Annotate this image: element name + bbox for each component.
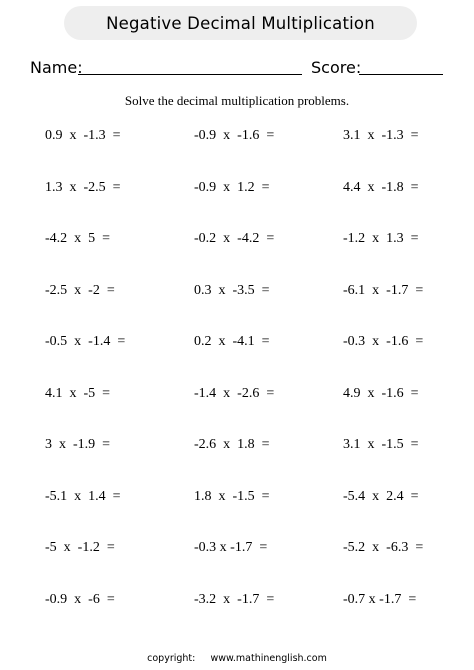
score-blank-line	[359, 74, 443, 75]
problem: -5 x -1.2 =	[45, 540, 115, 555]
problem: -0.2 x -4.2 =	[194, 231, 275, 246]
problem: 0.9 x -1.3 =	[45, 128, 121, 143]
problem-row	[0, 540, 474, 560]
problem-row	[0, 128, 474, 148]
problem: -1.4 x -2.6 =	[194, 385, 275, 401]
name-label: Name:	[30, 58, 83, 77]
student-info-line	[0, 58, 474, 80]
problem: 0.2 x -4.1 =	[194, 334, 270, 349]
problem: -0.7 x -1.7 =	[343, 591, 417, 607]
problem-row	[0, 231, 474, 251]
problem-row	[0, 592, 474, 612]
name-blank-line	[78, 74, 302, 75]
problem: -1.2 x 1.3 =	[343, 231, 419, 246]
problem-row	[0, 283, 474, 303]
problem: -4.2 x 5 =	[45, 231, 111, 246]
problem-row	[0, 334, 474, 354]
problem: 1.8 x -1.5 =	[194, 488, 270, 504]
problem: 4.4 x -1.8 =	[343, 179, 419, 195]
problem-row	[0, 489, 474, 509]
problem: -0.3 x -1.6 =	[343, 334, 424, 349]
problem: 3 x -1.9 =	[45, 437, 111, 452]
problem: -0.3 x -1.7 =	[194, 540, 268, 555]
copyright-footer: copyright: www.mathinenglish.com	[147, 653, 327, 664]
problem-row	[0, 437, 474, 457]
problem: 0.3 x -3.5 =	[194, 282, 270, 298]
problem: -2.6 x 1.8 =	[194, 437, 270, 452]
problem: -3.2 x -1.7 =	[194, 591, 275, 607]
problem: 3.1 x -1.3 =	[343, 128, 419, 143]
problem: -5.4 x 2.4 =	[343, 488, 419, 504]
problem: -0.9 x -6 =	[45, 591, 115, 607]
score-label: Score:	[311, 58, 362, 77]
problem: 1.3 x -2.5 =	[45, 179, 121, 195]
problem-row	[0, 386, 474, 406]
problem: -2.5 x -2 =	[45, 282, 115, 298]
problem-row	[0, 180, 474, 200]
problem: -6.1 x -1.7 =	[343, 282, 424, 298]
problem: -5.2 x -6.3 =	[343, 540, 424, 555]
problem: -5.1 x 1.4 =	[45, 488, 121, 504]
problem: -0.9 x -1.6 =	[194, 128, 275, 143]
problem: -0.9 x 1.2 =	[194, 179, 270, 195]
problem: 4.9 x -1.6 =	[343, 385, 419, 401]
worksheet-title-banner	[64, 6, 417, 40]
problem: -0.5 x -1.4 =	[45, 334, 126, 349]
problem: 4.1 x -5 =	[45, 385, 111, 401]
instructions: Solve the decimal multiplication problems.	[124, 93, 350, 108]
problem: 3.1 x -1.5 =	[343, 437, 419, 452]
worksheet-title: Negative Decimal Multiplication	[106, 13, 375, 33]
